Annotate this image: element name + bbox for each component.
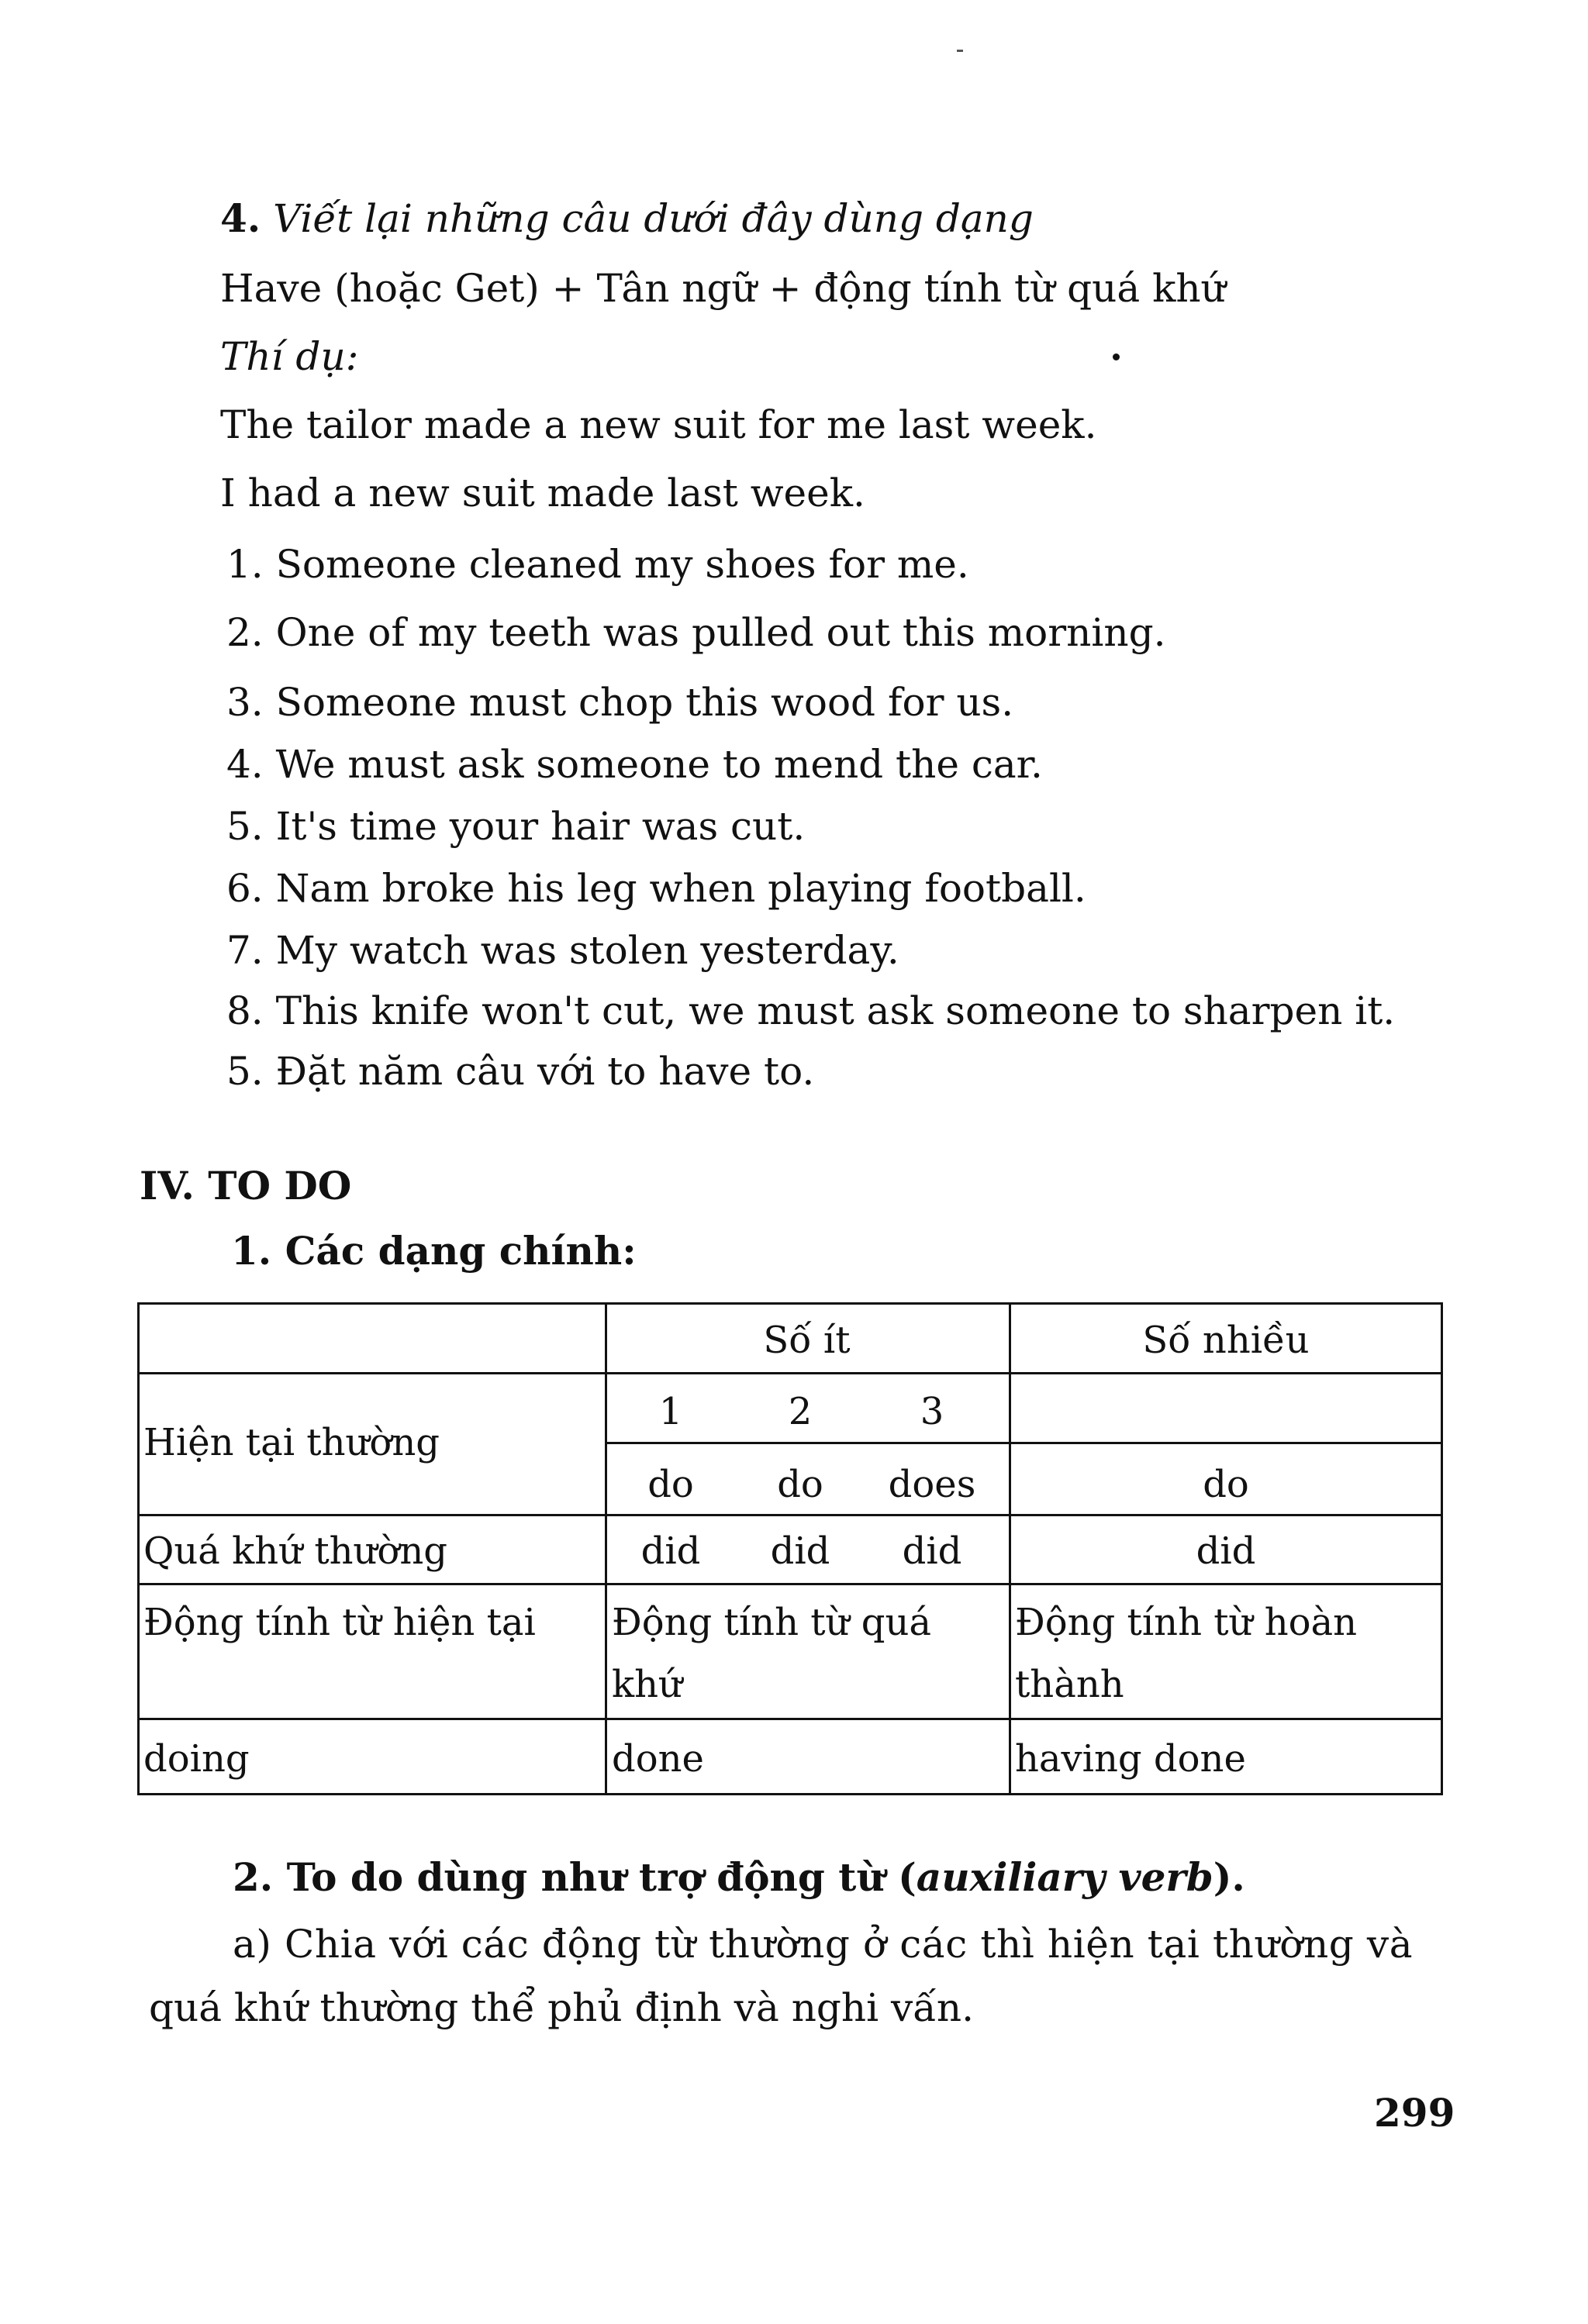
past-form: did xyxy=(640,1529,701,1573)
section-heading: IV. TO DO xyxy=(140,1163,352,1209)
table-rule xyxy=(137,1793,1443,1795)
header-plural: Số nhiều xyxy=(1142,1319,1310,1362)
form-done: done xyxy=(612,1737,704,1781)
exercise-title xyxy=(220,195,1034,242)
form-having-done: having done xyxy=(1015,1737,1246,1781)
past-form: did xyxy=(770,1529,830,1573)
table-rule xyxy=(137,1372,1443,1374)
auxiliary-heading-text: 2. To do dùng như trợ động từ ( xyxy=(233,1854,917,1900)
bullet-dot xyxy=(1113,353,1120,360)
table-rule xyxy=(137,1583,1443,1585)
person-number: 1 xyxy=(658,1390,683,1433)
participle-past-label: Động tính từ quá xyxy=(612,1601,931,1644)
example-label: Thí dụ: xyxy=(220,334,359,379)
table-rule xyxy=(137,1718,1443,1720)
exercise-item: 4. We must ask someone to mend the car. xyxy=(226,742,1043,787)
exercise-item: 1. Someone cleaned my shoes for me. xyxy=(226,542,969,587)
auxiliary-heading xyxy=(233,1854,1245,1901)
paragraph-line: quá khứ thường thể phủ định và nghi vấn. xyxy=(149,1985,974,2030)
exercise-5-item: 5. Đặt năm câu với to have to. xyxy=(226,1049,815,1094)
table-rule xyxy=(137,1302,1443,1305)
scan-speck xyxy=(957,50,963,52)
exercise-item: 6. Nam broke his leg when playing football. xyxy=(226,866,1086,911)
present-form: does xyxy=(888,1463,976,1506)
participle-present-label: Động tính từ hiện tại xyxy=(143,1601,536,1644)
header-singular: Số ít xyxy=(763,1319,851,1362)
row-label-present: Hiện tại thường xyxy=(143,1421,440,1464)
exercise-formula: Have (hoặc Get) + Tân ngữ + động tính từ quá khứ xyxy=(220,266,1226,311)
exercise-item: 5. It's time your hair was cut. xyxy=(226,804,806,849)
example-sentence-1: The tailor made a new suit for me last week. xyxy=(220,402,1097,447)
verb-forms-table xyxy=(137,1302,1443,1795)
table-rule xyxy=(137,1514,1443,1516)
example-sentence-2: I had a new suit made last week. xyxy=(220,471,865,515)
present-plural-form: do xyxy=(1203,1463,1249,1506)
form-doing: doing xyxy=(143,1737,250,1781)
participle-perfect-label: thành xyxy=(1015,1663,1124,1706)
person-number: 3 xyxy=(920,1390,944,1433)
page-number: 299 xyxy=(1374,2090,1455,2136)
table-rule xyxy=(605,1442,1443,1444)
present-form: do xyxy=(777,1463,823,1506)
auxiliary-heading-term: auxiliary verb xyxy=(916,1854,1213,1900)
exercise-item: 3. Someone must chop this wood for us. xyxy=(226,680,1014,725)
exercise-item: 8. This knife won't cut, we must ask someone to sharpen it. xyxy=(226,988,1396,1033)
person-number: 2 xyxy=(788,1390,813,1433)
past-form: did xyxy=(902,1529,962,1573)
past-plural-form: did xyxy=(1196,1529,1256,1573)
exercise-item: 2. One of my teeth was pulled out this morning. xyxy=(226,610,1166,655)
table-rule xyxy=(605,1302,607,1795)
table-rule xyxy=(137,1302,140,1795)
exercise-item: 7. My watch was stolen yesterday. xyxy=(226,928,899,973)
subsection-heading: 1. Các dạng chính: xyxy=(231,1228,637,1274)
participle-past-label: khứ xyxy=(612,1663,682,1706)
auxiliary-heading-end: ). xyxy=(1213,1854,1245,1900)
row-label-past: Quá khứ thường xyxy=(143,1529,447,1573)
participle-perfect-label: Động tính từ hoàn xyxy=(1015,1601,1358,1644)
present-form: do xyxy=(647,1463,694,1506)
exercise-number: 4. xyxy=(220,195,261,241)
paragraph-line: a) Chia với các động từ thường ở các thì hiện tại thường và xyxy=(233,1922,1414,1967)
exercise-instruction: Viết lại những câu dưới đây dùng dạng xyxy=(273,196,1034,241)
